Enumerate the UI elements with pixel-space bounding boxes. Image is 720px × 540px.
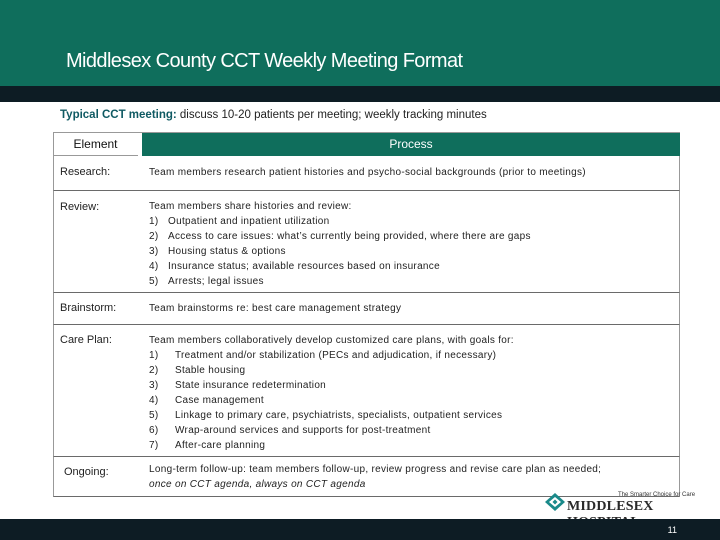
list-text: Arrests; legal issues	[168, 276, 264, 287]
row-process	[143, 325, 679, 456]
hospital-tagline: The Smarter Choice for Care	[618, 492, 696, 498]
row-process	[143, 293, 679, 324]
hospital-name: MIDDLESEX	[567, 499, 654, 514]
row-element: Review:	[60, 201, 100, 213]
process-intro: Team members collaboratively develop customized care plans, with goals for:	[149, 335, 514, 346]
list-number: 5)	[149, 276, 159, 287]
list-text: Outpatient and inpatient utilization	[168, 216, 330, 227]
list-number: 5)	[149, 410, 159, 421]
list-text: Insurance status; available resources based on insurance	[168, 261, 440, 272]
row-element: Research:	[60, 166, 111, 178]
list-text: Access to care issues: what’s currently being provided, where there are gaps	[168, 231, 531, 242]
intro-text: discuss 10-20 patients per meeting; weekly tracking minutes	[176, 109, 487, 121]
process-line: Team brainstorms re: best care management strategy	[149, 303, 402, 314]
intro-bold: Typical CCT meeting:	[60, 109, 177, 121]
header-process: Process	[142, 133, 680, 156]
list-text: Treatment and/or stabilization (PECs and adjudication, if necessary)	[175, 350, 497, 361]
list-text: Linkage to primary care, psychiatrists, specialists, outpatient services	[175, 410, 503, 421]
process-line: Long-term follow-up: team members follow-up, review progress and revise care plan as needed;	[149, 464, 602, 475]
list-text: State insurance redetermination	[175, 380, 327, 391]
row-element: Care Plan:	[60, 334, 112, 346]
list-text: Wrap-around services and supports for post-treatment	[175, 425, 431, 436]
table-row-research	[53, 156, 680, 191]
list-number: 6)	[149, 425, 159, 436]
meeting-format-table	[53, 132, 680, 497]
list-number: 1)	[149, 216, 159, 227]
slide-title: Middlesex County CCT Weekly Meeting Format	[66, 50, 463, 72]
intro-line	[60, 109, 487, 121]
process-line: Team members research patient histories and psycho-social backgrounds (prior to meetings)	[149, 167, 586, 178]
table-row-care-plan	[53, 325, 680, 457]
list-item	[149, 378, 673, 393]
table-row-brainstorm	[53, 293, 680, 325]
list-number: 1)	[149, 350, 159, 361]
header-element: Element	[53, 133, 142, 156]
list-number: 3)	[149, 380, 159, 391]
title-underline-strip	[0, 86, 720, 102]
list-number: 2)	[149, 365, 159, 376]
list-item	[149, 229, 673, 244]
list-item	[149, 393, 673, 408]
table-header	[53, 133, 680, 156]
list-item	[149, 259, 673, 274]
list-item	[149, 348, 673, 363]
footer-bar	[0, 519, 720, 540]
list-text: Case management	[175, 395, 264, 406]
list-item	[149, 274, 673, 289]
list-item	[149, 214, 673, 229]
row-process	[143, 156, 679, 190]
title-bar	[0, 0, 720, 86]
list-item	[149, 363, 673, 378]
list-number: 4)	[149, 261, 159, 272]
table-row-ongoing	[53, 457, 680, 497]
process-intro: Team members share histories and review:	[149, 201, 352, 212]
list-text: Housing status & options	[168, 246, 286, 257]
list-number: 2)	[149, 231, 159, 242]
list-item	[149, 408, 673, 423]
list-item	[149, 438, 673, 453]
list-number: 7)	[149, 440, 159, 451]
list-number: 4)	[149, 395, 159, 406]
row-process	[143, 457, 679, 496]
process-italic-line: once on CCT agenda, always on CCT agenda	[149, 479, 366, 490]
middlesex-logo-mark-icon	[545, 493, 565, 511]
list-item	[149, 244, 673, 259]
list-number: 3)	[149, 246, 159, 257]
list-item	[149, 423, 673, 438]
page-number: 11	[667, 525, 677, 535]
list-text: After-care planning	[175, 440, 266, 451]
list-text: Stable housing	[175, 365, 246, 376]
row-element: Ongoing:	[64, 466, 109, 478]
row-element: Brainstorm:	[60, 302, 117, 314]
row-process	[143, 191, 679, 292]
table-row-review	[53, 191, 680, 293]
